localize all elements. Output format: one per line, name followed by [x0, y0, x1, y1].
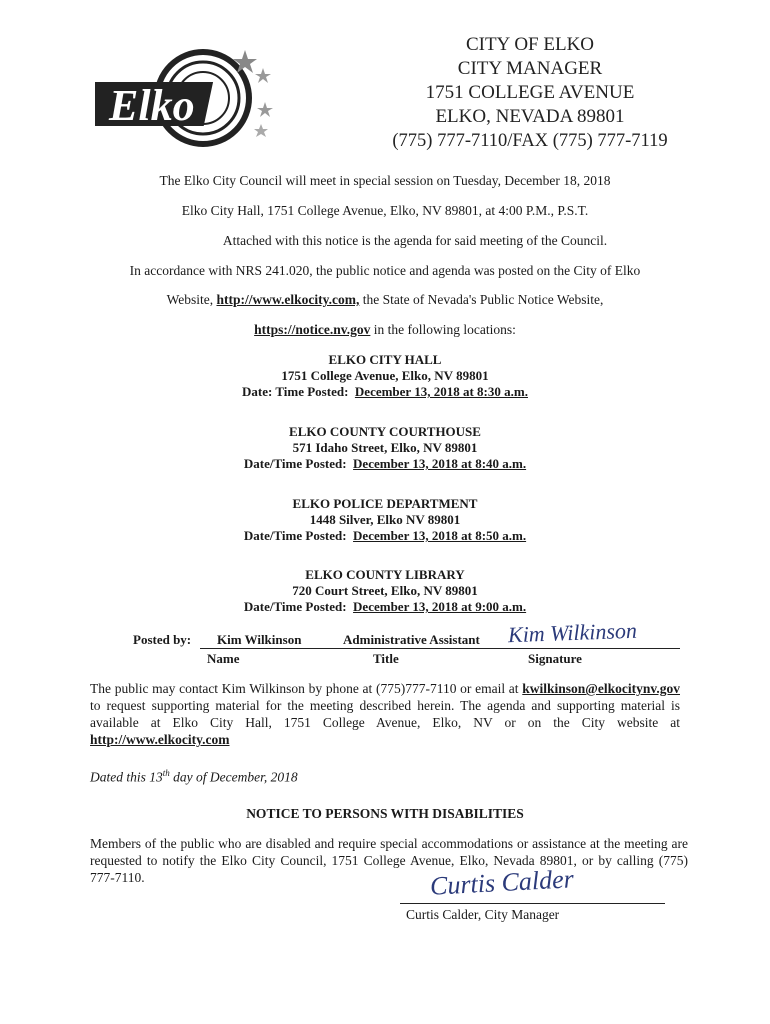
location-posted: [150, 456, 620, 472]
posted-label: Date: Time Posted:: [242, 384, 349, 399]
location-name: ELKO COUNTY LIBRARY: [305, 567, 465, 582]
contact-email-link[interactable]: kwilkinson@elkocitynv.gov: [522, 681, 680, 696]
intro-line-3: Attached with this notice is the agenda for said meeting of the Council.: [222, 233, 608, 248]
contact-text-2: to request supporting material for the meeting described herein. The agenda and supporting material is available at Elko City Hall, 1751 College Avenue, Elko, NV or on the City website at: [90, 698, 680, 730]
posted-when: December 13, 2018 at 8:50 a.m.: [353, 528, 527, 543]
manager-rule: [400, 903, 665, 904]
header-line-4: ELKO, NEVADA 89801: [435, 106, 625, 127]
disabilities-body: Members of the public who are disabled and require special accommodations or assistance at the meeting are requested to notify the Elko City Council, 1751 College Avenue, Elko, Nevada 89801, or by calling (775) 777-7110.: [90, 836, 688, 885]
intro-line-2: Elko City Hall, 1751 College Avenue, Elko, NV 89801, at 4:00 P.M., P.S.T.: [181, 203, 589, 218]
notice-nv-link[interactable]: https://notice.nv.gov: [254, 322, 371, 337]
location-block: [150, 567, 620, 615]
location-posted: [150, 528, 620, 544]
posted-label: Date/Time Posted:: [243, 599, 347, 614]
contact-paragraph: [90, 680, 680, 748]
location-address: 1448 Silver, Elko NV 89801: [309, 512, 461, 527]
posted-when: December 13, 2018 at 9:00 a.m.: [353, 599, 527, 614]
intro-line-4: In accordance with NRS 241.020, the public notice and agenda was posted on the City of Elko: [129, 263, 641, 278]
location-block: [150, 424, 620, 472]
posted-by-title: Administrative Assistant: [343, 632, 480, 647]
contact-website-link[interactable]: http://www.elkocity.com: [90, 732, 230, 747]
location-name: ELKO POLICE DEPARTMENT: [292, 496, 478, 511]
dated-sup: th: [162, 768, 170, 778]
header-line-2: CITY MANAGER: [457, 58, 603, 79]
title-caption: Title: [373, 651, 399, 666]
manager-signature: Curtis Calder: [429, 864, 575, 901]
manager-caption: Curtis Calder, City Manager: [406, 907, 560, 922]
posted-label: Date/Time Posted:: [243, 528, 347, 543]
posted-by-label: Posted by:: [133, 632, 192, 647]
logo-text: Elko: [109, 81, 195, 130]
dated-post: day of December, 2018: [169, 769, 298, 785]
posted-by-signature: Kim Wilkinson: [507, 617, 638, 648]
header-line-1: CITY OF ELKO: [465, 34, 595, 55]
location-name: ELKO COUNTY COURTHOUSE: [289, 424, 481, 439]
intro-line-5-post: the State of Nevada's Public Notice Website,: [359, 292, 604, 307]
posted-when: December 13, 2018 at 8:40 a.m.: [353, 456, 527, 471]
elko-logo-graphic: [95, 40, 295, 150]
posted-by-rule: [200, 648, 680, 649]
header-line-3: 1751 COLLEGE AVENUE: [425, 82, 635, 103]
signature-caption: Signature: [528, 651, 582, 666]
dated-pre: Dated this 13: [90, 769, 163, 785]
intro-line-6: [60, 322, 710, 338]
name-caption: Name: [207, 651, 240, 666]
location-address: 1751 College Avenue, Elko, NV 89801: [281, 368, 489, 383]
elko-logo: [95, 40, 295, 150]
location-address: 720 Court Street, Elko, NV 89801: [292, 583, 478, 598]
location-block: [150, 496, 620, 544]
header-line-5: (775) 777-7110/FAX (775) 777-7119: [392, 131, 668, 151]
intro-line-5: [60, 292, 710, 308]
intro-line-1: The Elko City Council will meet in special session on Tuesday, December 18, 2018: [159, 173, 611, 188]
posted-label: Date/Time Posted:: [243, 456, 347, 471]
location-name: ELKO CITY HALL: [328, 352, 442, 367]
location-block: [150, 352, 620, 400]
posted-when: December 13, 2018 at 8:30 a.m.: [354, 384, 528, 399]
intro-line-5-pre: Website,: [166, 292, 217, 307]
location-posted: [150, 384, 620, 400]
dated-line: [90, 768, 298, 786]
location-posted: [150, 599, 620, 615]
posted-by-name: Kim Wilkinson: [217, 632, 302, 647]
contact-text-1: The public may contact Kim Wilkinson by phone at (775)777-7110 or email at: [90, 681, 519, 696]
disabilities-heading: NOTICE TO PERSONS WITH DISABILITIES: [246, 806, 524, 821]
elkocity-link[interactable]: http://www.elkocity.com,: [216, 292, 360, 307]
location-address: 571 Idaho Street, Elko, NV 89801: [292, 440, 478, 455]
intro-line-6-post: in the following locations:: [370, 322, 516, 337]
